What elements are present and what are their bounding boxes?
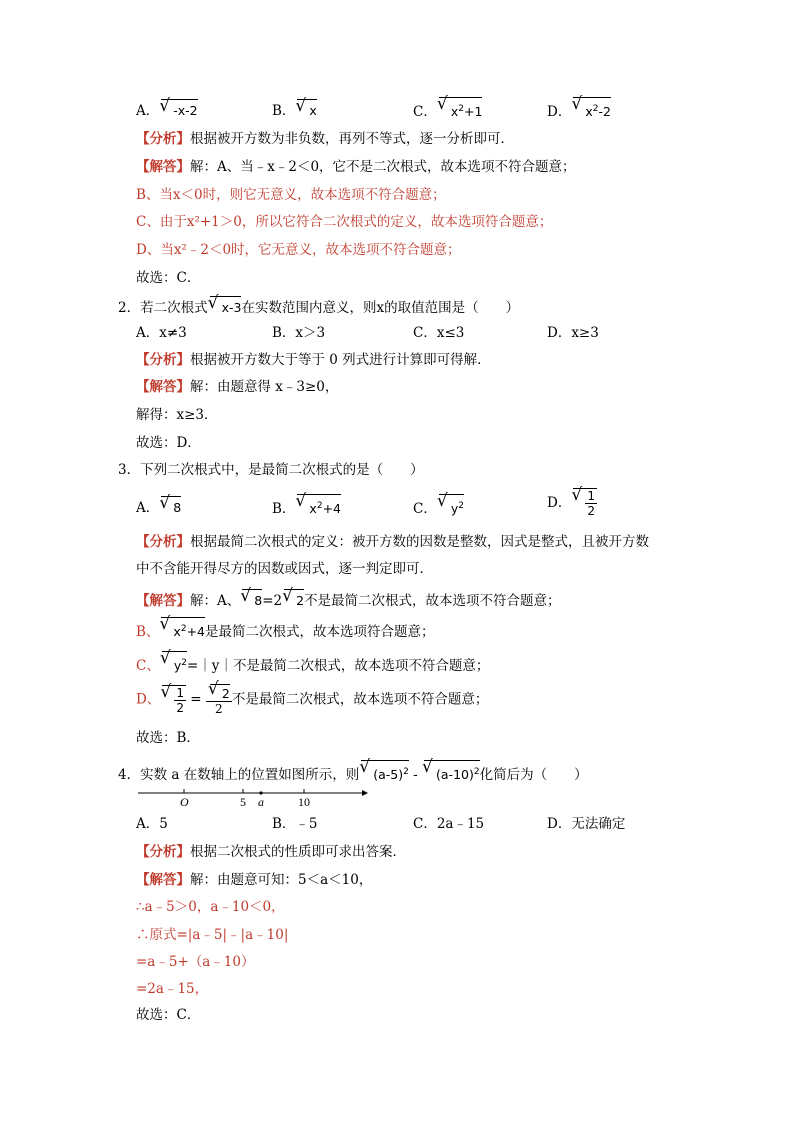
sqrt-expression	[162, 685, 186, 715]
equals: =2	[262, 593, 283, 609]
solution-tag: 【解答】	[136, 159, 190, 175]
radicand: (a-5)	[373, 767, 404, 783]
q1-option-d	[547, 97, 611, 121]
solution-text: D、	[136, 691, 161, 708]
analysis-text: 根据二次根式的性质即可求出答案．	[190, 844, 406, 860]
radicand-base: x	[173, 624, 181, 640]
analysis-tag: 【分析】	[136, 352, 190, 368]
sqrt-expression	[297, 99, 316, 120]
q4-solution-line-1	[136, 871, 372, 889]
option-label: D．	[547, 104, 572, 121]
exponent: 2	[316, 501, 323, 511]
q4-option-d: D．无法确定	[547, 816, 626, 832]
q3-option-b	[272, 494, 341, 518]
solution-tag: 【解答】	[136, 872, 190, 888]
q4-solution-line-5: =2a﹣15，	[136, 981, 209, 997]
option-label: A．	[136, 103, 160, 119]
denominator: 2	[587, 504, 595, 518]
exponent: 2	[180, 624, 187, 634]
option-label: B．	[272, 501, 296, 518]
analysis-text: 根据最简二次根式的定义：被开方数的因数是整数，因式是整式，且被开方数	[190, 534, 649, 550]
radicand-base: y	[173, 658, 182, 674]
q2-solution-line-1	[136, 378, 338, 396]
q3-answer: 故选：B．	[136, 730, 200, 746]
radicand: -x-2	[173, 103, 198, 118]
q1-solution-line-3: C、由于x²+1＞0，所以它符合二次根式的定义，故本选项符合题意；	[136, 214, 553, 230]
exponent: 2	[181, 658, 187, 668]
sqrt-expression	[162, 651, 187, 675]
question-number: 4．	[118, 767, 141, 784]
radicand-tail: +1	[463, 104, 483, 120]
q4-solution-line-2: ∴a﹣5＞0，a﹣10＜0，	[136, 899, 285, 915]
q1-option-b	[272, 99, 317, 120]
q1-solution-line-2: B、当x＜0时，则它无意义，故本选项不符合题意；	[136, 187, 446, 203]
radicand: x-3	[221, 300, 242, 315]
q3-solution-b	[136, 617, 435, 641]
label-five: 5	[240, 795, 246, 809]
question-number: 3．	[118, 462, 141, 478]
denominator: 2	[215, 702, 223, 716]
radicand: 8	[173, 500, 182, 515]
q3-analysis-line-1	[136, 533, 649, 551]
sqrt-expression	[161, 99, 197, 120]
fraction	[585, 489, 597, 518]
sqrt-expression	[361, 760, 409, 784]
q1-solution-line-4: D、当x²﹣2＜0时，它无意义，故本选项不符合题意；	[136, 242, 461, 258]
q2-analysis	[136, 351, 491, 369]
q1-solution-line-1	[136, 158, 576, 176]
sqrt-expression	[439, 494, 464, 518]
q2-stem	[118, 296, 519, 317]
question-number: 2．	[118, 300, 141, 316]
radicand-base: x	[585, 104, 593, 120]
q3-analysis-line-2: 中不含能开得尽方的因数或因式，逐一判定即可．	[136, 561, 433, 577]
solution-tag: 【解答】	[136, 593, 190, 609]
number-line	[136, 784, 376, 810]
solution-text: 解：由题意可知：5＜a＜10，	[190, 872, 373, 888]
q2-option-c: C．x≤3	[413, 325, 465, 341]
solution-text: 解：由题意得 x﹣3≥0，	[190, 379, 339, 395]
exponent: 2	[473, 767, 480, 777]
sqrt-expression	[210, 684, 230, 701]
q4-option-b: B．﹣5	[272, 816, 318, 832]
solution-text: 不是最简二次根式，故本选项不符合题意；	[231, 691, 489, 708]
sqrt-expression	[573, 97, 611, 121]
solution-text: B、	[136, 624, 160, 641]
q2-answer: 故选：D．	[136, 435, 201, 451]
numerator	[206, 684, 232, 702]
exponent: 2	[458, 104, 464, 114]
q4-answer: 故选：C．	[136, 1007, 201, 1023]
sqrt-expression	[242, 589, 262, 610]
q3-solution-d: D、 √ $\frac{1}{2}$ = √ $\frac{2}{2}$ 不是最简二次根式，故本选项不符合题意；	[136, 684, 488, 716]
radicand: x	[309, 103, 317, 118]
radicand: 2	[221, 686, 230, 701]
solution-tag: 【解答】	[136, 379, 190, 395]
option-label: A．	[136, 500, 160, 516]
fraction	[206, 684, 232, 716]
q1-option-a	[136, 99, 198, 120]
solution-text: C、	[136, 658, 160, 675]
q4-solution-line-3: ∴原式=|a﹣5|﹣|a﹣10|	[136, 927, 289, 943]
exponent: 2	[403, 767, 409, 777]
solution-text: 是最简二次根式，故本选项符合题意；	[205, 624, 435, 641]
option-label: B．	[272, 103, 296, 119]
analysis-tag: 【分析】	[136, 131, 190, 147]
radicand-tail: +4	[186, 624, 205, 640]
radicand: 2	[296, 593, 305, 608]
radicand-base: x	[309, 501, 317, 517]
q3-option-c	[413, 494, 464, 518]
radicand-tail: -2	[598, 104, 611, 120]
q4-solution-line-4: =a﹣5+（a﹣10）	[136, 954, 255, 970]
numerator: √ 1	[587, 489, 595, 503]
solution-text: 不是最简二次根式，故本选项不符合题意；	[304, 593, 561, 609]
q2-option-b: B．x＞3	[272, 325, 326, 341]
q4-analysis	[136, 843, 406, 861]
sqrt-expression	[210, 296, 242, 317]
sqrt-expression	[161, 496, 181, 517]
q3-solution-a	[136, 589, 561, 610]
q3-option-d	[547, 488, 597, 518]
analysis-text: 根据被开方数为非负数，再列不等式，逐一分析即可．	[190, 131, 514, 147]
exponent: 2	[458, 501, 464, 511]
radicand-base: y	[450, 501, 459, 517]
numerator: √ 1	[176, 685, 184, 700]
stem-text: 化简后为（ ）	[479, 767, 588, 784]
label-a: a	[258, 795, 264, 809]
arrow-head-icon	[362, 790, 368, 796]
sqrt-expression	[573, 488, 597, 518]
sqrt-expression	[439, 97, 483, 121]
sqrt-expression	[297, 494, 341, 518]
q4-option-c: C．2a﹣15	[413, 816, 485, 832]
analysis-tag: 【分析】	[136, 534, 190, 550]
solution-text: 解：A、	[190, 593, 241, 609]
q2-solution-line-2: 解得：x≥3．	[136, 407, 218, 423]
q3-option-a	[136, 496, 181, 517]
stem-text: 在实数范围内意义，则x的取值范围是（ ）	[241, 300, 520, 316]
q1-analysis	[136, 130, 514, 148]
stem-text: 下列二次根式中，是最简二次根式的是（ ）	[140, 462, 424, 478]
q3-stem	[118, 461, 424, 479]
stem-text: 实数 a 在数轴上的位置如图所示，则	[140, 767, 360, 784]
label-origin: O	[180, 795, 189, 809]
q2-option-a: A．x≠3	[136, 325, 187, 341]
radicand-base: x	[450, 104, 459, 120]
analysis-tag: 【分析】	[136, 844, 190, 860]
denominator: 2	[176, 700, 184, 715]
q1-option-c	[413, 97, 482, 121]
label-ten: 10	[298, 795, 310, 809]
solution-text: 解：A、当﹣x﹣2＜0，它不是二次根式，故本选项不符合题意；	[190, 159, 576, 175]
equals: =｜y｜	[186, 658, 233, 675]
exponent: 2	[592, 104, 599, 114]
option-label: D．	[547, 495, 572, 511]
radicand: (a-10)	[436, 767, 474, 783]
q4-stem: 4．实数 a 在数轴上的位置如图所示，则√ $(a-5)^2$ - √ $(a-10)^2$化简后为（ ）	[118, 760, 588, 784]
q1-answer: 故选：C．	[136, 270, 201, 286]
q2-option-d: D．x≥3	[547, 325, 599, 341]
analysis-text: 根据被开方数大于等于 0 列式进行计算即可得解．	[190, 352, 491, 368]
option-label: C．	[413, 104, 437, 121]
radicand: 8	[254, 593, 263, 608]
fraction	[174, 686, 186, 715]
stem-text: 若二次根式	[140, 300, 208, 316]
solution-text: 不是最简二次根式，故本选项不符合题意；	[232, 658, 490, 675]
sqrt-expression	[424, 760, 480, 784]
option-label: C．	[413, 501, 437, 518]
q3-solution-c	[136, 651, 489, 675]
q4-option-a: A．5	[136, 816, 168, 832]
sqrt-expression	[284, 589, 304, 610]
sqrt-expression	[161, 617, 205, 641]
radicand-tail: +4	[322, 501, 341, 517]
